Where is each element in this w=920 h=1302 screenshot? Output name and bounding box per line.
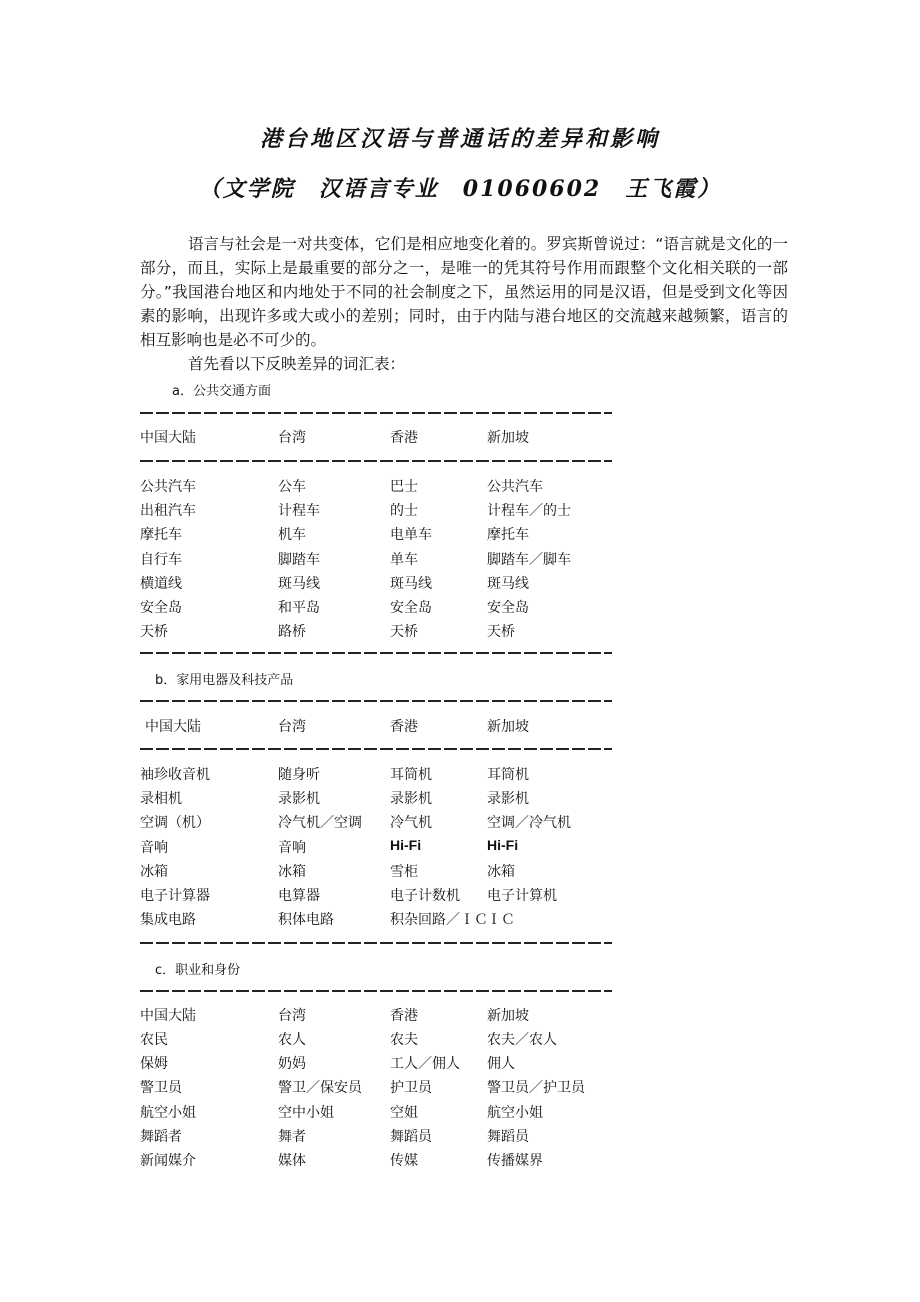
table-cell: 电子计算器 xyxy=(140,888,210,904)
table-cell: 公共汽车 xyxy=(140,479,196,495)
table-cell: 冰箱 xyxy=(278,863,306,880)
table-cell: 舞蹈者 xyxy=(140,1128,182,1145)
dashed-divider xyxy=(140,748,612,750)
table-cell: 农民 xyxy=(140,1032,168,1048)
table-row xyxy=(140,1126,660,1146)
table-cell: 舞者 xyxy=(278,1128,306,1145)
table-cell: 空调（机） xyxy=(140,815,210,832)
table-cell: 横道线 xyxy=(140,575,182,592)
table-cell: 冷气机 xyxy=(390,815,432,832)
table-cell: 袖珍收音机 xyxy=(140,767,210,783)
table-cell: 保姆 xyxy=(140,1056,168,1073)
table-cell: Hi-Fi xyxy=(390,836,422,853)
table-cell: 中国大陆 xyxy=(145,719,201,735)
table-cell: 香港 xyxy=(390,430,418,446)
table-header xyxy=(140,716,660,736)
table-cell: 脚踏车／脚车 xyxy=(487,551,571,568)
table-row xyxy=(140,1029,660,1049)
table-cell: 中国大陆 xyxy=(140,1008,196,1024)
table-cell: 电单车 xyxy=(390,527,432,544)
table-cell: 佣人 xyxy=(487,1056,515,1073)
table-cell: 警卫员 xyxy=(140,1080,182,1097)
table-cell: 公共汽车 xyxy=(487,479,543,495)
table-cell: 路桥 xyxy=(278,624,306,641)
table-row xyxy=(140,1053,660,1073)
table-cell: 工人／佣人 xyxy=(390,1056,460,1073)
table-cell: 音响 xyxy=(278,839,306,856)
table-cell: 自行车 xyxy=(140,551,182,568)
table-cell: 单车 xyxy=(390,551,418,568)
table-row xyxy=(140,573,660,593)
table-row xyxy=(140,909,660,929)
table-cell: 出租汽车 xyxy=(140,503,196,520)
table-cell: 天桥 xyxy=(487,624,515,641)
table-row xyxy=(140,476,660,496)
table-row xyxy=(140,597,660,617)
table-row xyxy=(140,1077,660,1097)
table-row xyxy=(140,621,660,641)
table-cell: ＩＣ xyxy=(487,912,515,929)
table-cell: 空中小姐 xyxy=(278,1104,334,1121)
table-cell: 农夫 xyxy=(390,1032,418,1048)
table-cell: 安全岛 xyxy=(390,600,432,616)
table-cell: 冷气机／空调 xyxy=(278,815,362,832)
table-cell: 公车 xyxy=(278,479,306,495)
table-cell: 电算器 xyxy=(278,888,320,904)
table-cell: 传播媒界 xyxy=(487,1153,543,1169)
document-title: 港台地区汉语与普通话的差异和影响 xyxy=(259,126,660,152)
table-cell: 护卫员 xyxy=(390,1080,432,1097)
table-cell: 新加坡 xyxy=(487,430,529,446)
table-cell: 耳筒机 xyxy=(487,767,529,783)
table-cell: 积杂回路／ＩＣ xyxy=(390,912,488,929)
table-cell: 斑马线 xyxy=(278,575,320,592)
table-cell: 媒体 xyxy=(278,1153,306,1169)
table-cell: 录影机 xyxy=(278,791,320,808)
table-cell: 计程车／的士 xyxy=(487,503,571,520)
table-row xyxy=(140,812,660,832)
table-cell: 空姐 xyxy=(390,1104,418,1121)
table-cell: 巴士 xyxy=(390,479,418,495)
table-cell: 摩托车 xyxy=(487,527,529,544)
table-cell: 的士 xyxy=(390,503,418,520)
table-row xyxy=(140,549,660,569)
table-cell: 录影机 xyxy=(390,791,432,808)
table-cell: 音响 xyxy=(140,839,168,856)
section-label: c．职业和身份 xyxy=(155,963,241,978)
table-cell: 安全岛 xyxy=(487,600,529,616)
table-cell: 新加坡 xyxy=(487,719,529,735)
table-row xyxy=(140,837,660,857)
table-cell: 耳筒机 xyxy=(390,767,432,783)
table-row xyxy=(140,500,660,520)
table-cell: 农夫／农人 xyxy=(487,1032,557,1048)
table-cell: 机车 xyxy=(278,527,306,544)
table-cell: 斑马线 xyxy=(390,575,432,592)
table-cell: 天桥 xyxy=(140,624,168,641)
table-cell: 传媒 xyxy=(390,1153,418,1169)
dashed-divider xyxy=(140,412,612,414)
table-cell: 电子计数机 xyxy=(390,888,460,904)
table-cell: 台湾 xyxy=(278,719,306,735)
table-cell: 摩托车 xyxy=(140,527,182,544)
table-row xyxy=(140,1102,660,1122)
dashed-divider xyxy=(140,652,612,654)
table-cell: 天桥 xyxy=(390,624,418,641)
table-header xyxy=(140,427,660,447)
table-cell: 舞蹈员 xyxy=(390,1128,432,1145)
table-cell: 集成电路 xyxy=(140,912,196,929)
document-subtitle: （文学院 汉语言专业 01060602 王飞霞） xyxy=(198,176,722,202)
table-cell: 警卫员／护卫员 xyxy=(487,1080,585,1097)
table-cell: 舞蹈员 xyxy=(487,1128,529,1145)
table-cell: 安全岛 xyxy=(140,600,182,616)
dashed-divider xyxy=(140,990,612,992)
dashed-divider xyxy=(140,942,612,944)
table-cell: 台湾 xyxy=(278,430,306,446)
table-cell: 警卫／保安员 xyxy=(278,1080,362,1097)
table-header xyxy=(140,1005,660,1025)
table-cell: 台湾 xyxy=(278,1008,306,1024)
intro-paragraph: 语言与社会是一对共变体，它们是相应地变化着的。罗宾斯曾说过：“语言就是文化的一部分，而且，实际上是最重要的部分之一，是唯一的凭其符号作用而跟整个文化相关联的一部分。”我国港台地区和内地处于不同的社会制度之下，虽然运用的同是汉语，但是受到文化等因素的影响，出现许多或大或小的差别；同时，由于内陆与港台地区的交流越来越频繁，语言的相互影响也是必不可少的。 xyxy=(140,235,788,349)
table-cell: 新闻媒介 xyxy=(140,1153,196,1169)
table-cell: Hi-Fi xyxy=(487,836,519,853)
table-cell: 录相机 xyxy=(140,791,182,808)
table-intro: 首先看以下反映差异的词汇表： xyxy=(188,355,406,373)
table-cell: 录影机 xyxy=(487,791,529,808)
table-cell: 电子计算机 xyxy=(487,888,557,904)
table-cell: 香港 xyxy=(390,719,418,735)
table-cell: 香港 xyxy=(390,1008,418,1024)
table-cell: 脚踏车 xyxy=(278,551,320,568)
table-cell: 航空小姐 xyxy=(487,1104,543,1121)
table-row xyxy=(140,885,660,905)
dashed-divider xyxy=(140,460,612,462)
dashed-divider xyxy=(140,700,612,702)
table-cell: 和平岛 xyxy=(278,600,320,616)
table-row xyxy=(140,524,660,544)
table-row xyxy=(140,764,660,784)
table-cell: 随身听 xyxy=(278,767,320,783)
section-label: a．公共交通方面 xyxy=(172,384,271,399)
table-cell: 斑马线 xyxy=(487,575,529,592)
table-row xyxy=(140,861,660,881)
table-cell: 雪柜 xyxy=(390,863,418,880)
table-cell: 冰箱 xyxy=(487,863,515,880)
table-cell: 冰箱 xyxy=(140,863,168,880)
table-cell: 新加坡 xyxy=(487,1008,529,1024)
table-cell: 计程车 xyxy=(278,503,320,520)
table-row xyxy=(140,788,660,808)
table-cell: 中国大陆 xyxy=(140,430,196,446)
table-cell: 空调／冷气机 xyxy=(487,815,571,832)
table-cell: 奶妈 xyxy=(278,1056,306,1073)
table-cell: 积体电路 xyxy=(278,912,334,929)
table-cell: 航空小姐 xyxy=(140,1104,196,1121)
section-label: b．家用电器及科技产品 xyxy=(155,673,294,688)
table-cell: 农人 xyxy=(278,1032,306,1048)
table-row xyxy=(140,1150,660,1170)
